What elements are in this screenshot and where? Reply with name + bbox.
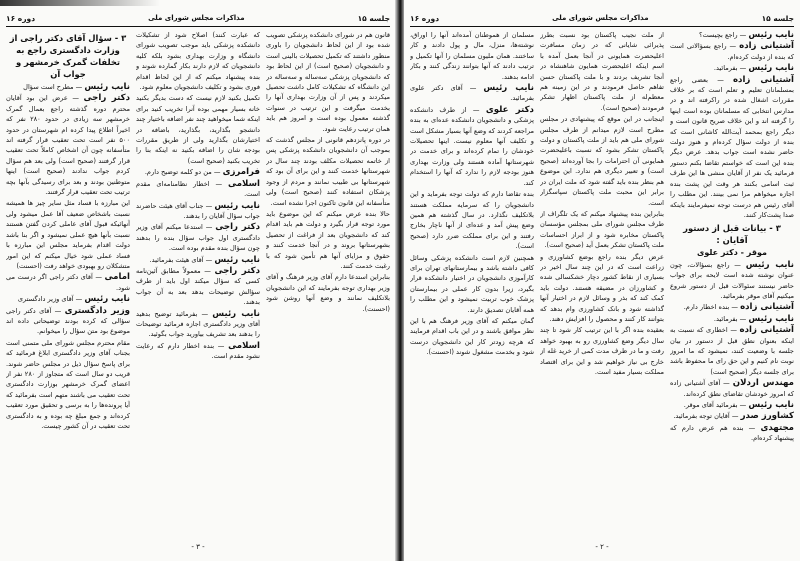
speaker-name: اسلامی	[228, 178, 260, 189]
text-column	[670, 30, 794, 535]
speaker-paragraph	[136, 255, 260, 265]
speech-text: — بفرمائید توضیح بدهید آقای وزیر دادگستری اجازه فرمائید توضیحات را بدهند بعد تشریف بیاورید جواب بگوئید.	[136, 309, 260, 339]
speech-text: — آقای دکتر راجی اگر درست می شود.	[6, 273, 130, 292]
speaker-paragraph	[136, 201, 260, 222]
speech-text: — مطرح است سؤال	[23, 83, 83, 91]
speaker-paragraph	[670, 260, 794, 302]
session-number: جلسه ۱۵	[761, 13, 794, 23]
speaker-paragraph	[670, 400, 794, 410]
speaker-name: آشتیانی زاده	[739, 41, 794, 52]
session-number: جلسه ۱۵	[357, 13, 390, 23]
speaker-paragraph	[136, 179, 260, 200]
section-heading: ۳ - بیانات قبل از دستور آقایان :	[683, 223, 781, 246]
body-paragraph: همچنین لازم است دانشکده پزشکی وسائل کافی داشته باشد و بیمارستانهای تهران برای کارآموزی دانشجویان در اختیار دانشکده قرار بگیرد، زیرا بدون کار عملی در بیمارستان پزشک خوب تربیت نمیشود و این مطلب را همه آقایان تصدیق دارند.	[410, 253, 534, 314]
speaker-name: وزیر دادگستری	[64, 305, 130, 316]
text-column	[540, 30, 664, 535]
section-heading: ۳ - سؤال آقای دکتر راجی از وزارت دادگستری راجع به تخلفات گمرک خرمشهر و جواب آن	[9, 33, 127, 79]
speaker-name: نایب رئیس	[84, 82, 130, 92]
speech-text: — بنده اخطار دارم.	[683, 303, 738, 312]
speech-text: — بفرمائید.	[713, 314, 747, 323]
body-paragraph: در دوره پانزدهم قانونی از مجلس گذشت که بموجب آن دانشجویان دانشکده پزشکی پس از خاتمه تحصیلات مکلف بودند چند سال در شهرستانها خدمت کنند و این برای آن بود که شهرستانها بی طبیب نمانند و مردم از وجود پزشکان استفاده کنند (صحیح است) ولی متأسفانه این قانون تاکنون اجرا نشده است.	[266, 136, 390, 207]
speaker-name: نایب رئیس	[745, 259, 794, 270]
speaker-paragraph	[670, 325, 794, 377]
speaker-paragraph	[670, 378, 794, 399]
body-paragraph: مسلمان از هموطنان آمده‌اند آنها را اوراق، نوشته‌ها، منزل، مال و پول دادند و کار ساختند. همان ملیون مسلمان را آنها تکمیل و ترتیب دادند که آنها بتوانند زندگی کنند و بکار ادامه بدهند.	[410, 31, 534, 81]
speaker-name: آشتیانی زاده	[732, 74, 794, 85]
speaker-paragraph	[6, 93, 130, 197]
speaker-name: دکتر راجی	[214, 265, 260, 276]
page-header	[410, 10, 794, 27]
columns	[6, 30, 390, 535]
columns	[410, 30, 794, 535]
body-paragraph: بنده تقاضا دارم که دولت توجه بفرماید و این دانشجویان را که سرمایه مملکت هستند بلاتکلیف نگذارد. در سال گذشته هم همین وضع پیش آمد و عده‌ای از آنها ناچار بخارج رفتند و این برای مملکت ضرر دارد (صحیح است).	[410, 190, 534, 251]
speaker-name: اسلامی	[228, 340, 260, 351]
speaker-name: نایب رئیس	[212, 308, 260, 319]
speaker-name: مهندس اردلان	[732, 378, 794, 389]
body-paragraph: گمان میکنم که آقای وزیر فرهنگ هم با این نظر موافق باشند و در این باب اقدام فرمایند که هرچه زودتر کار این دانشجویان درست شود و بخدمت مشغول شوند (احسنت).	[410, 316, 534, 357]
speech-text: — راجع بسؤالات، چون عنوان نوشته شده است لایحه برای جواب حاضر نیستند سئوالات قبل از دستور شروع میکنیم آقای موقر بفرمائید.	[670, 260, 794, 300]
speech-text: — آقای دکتر علوی بفرمائید.	[410, 84, 534, 103]
speech-text: — استدعا میکنم آقای وزیر دادگستری اول جواب سؤال بنده را بدهند چون سؤال بنده مقدم بوده است.	[136, 223, 260, 253]
speaker-name: نایب رئیس	[214, 254, 260, 265]
speech-text: — راجع بسؤالاتی است که بنده از دولت کرده‌ام.	[670, 42, 794, 61]
speaker-paragraph	[6, 294, 130, 304]
term-number: دوره ۱۶	[410, 13, 440, 23]
speaker-paragraph	[410, 105, 534, 188]
speaker-paragraph	[670, 314, 794, 324]
speaker-paragraph	[6, 272, 130, 293]
body-paragraph: که عبارت کنند) اصلاح شود از تشکیلات دانشکده پزشکی باید موجب تصویب شورای دانشگاه و وزارت بهداری بشود بلکه کلیه دانشجویان که لازم دارند بکار گمارده شوند و بنده پیشنهاد میکنم که از این لحاظ اقدام فوری بشود و تکلیف دانشجویان معلوم شود.	[136, 31, 260, 92]
speaker-name: دکتر علوی	[485, 104, 534, 115]
right-page	[404, 0, 800, 561]
text-column	[266, 30, 390, 535]
speaker-name: نایب رئیس	[748, 30, 794, 40]
body-paragraph: این مبارزه با فساد مثل سایر چیز ها همیشه نسبت باشخاص ضعیف آقا عمل میشود ولی آنهائیکه قبول آقای عاملی کردن گفتن هستند نسبت بآنها هیچ عملی نمیشود و اگر بنا باشد دولت اقدام بفرماید مجلس این مبارزه با فساد عملی شود خیال میکنم که این امور متشکلان رو بهبودی خواهد رفت (احسنت)	[6, 199, 130, 270]
speaker-paragraph	[136, 341, 260, 362]
speaker-name: مجتهدی	[760, 422, 794, 433]
term-number: دوره ۱۶	[6, 13, 36, 23]
body-paragraph: مقام محترم مجلس شورای ملی متمنی است بجناب آقای وزیر دادگستری ابلاغ فرمائید که برای پاسخ سؤال ذیل در مجلس حاضر شوند. قریب دو سال است که متجاوز از ۲۸۰ نفر از اعضای گمرک خرمشهر بوزارت دادگستری تحت تعقیب می باشند متهم است بفرمائید که آیا پرونده‌ها را به برسی و تحقیق مورد تعقیب کرده‌اند و جمع مبلغ چه بوده و به دادگستری تحت تعقیب در آن کشور چیست.	[6, 338, 130, 430]
speaker-name: دکتر راجی	[215, 222, 260, 233]
page-number: - ۳ -	[191, 543, 205, 551]
speaker-name: نایب رئیس	[748, 63, 794, 74]
speech-text: — آقای هیئت بفرمائید.	[149, 255, 213, 264]
body-paragraph: قانون هم در شورای دانشکده پزشکی تصویب شده بود از این لحاظ دانشجویان را باوری منظور داشتند که تکمیل تحصیلات بالینی است و دانشجویان (صحیح است) از این لحاظ بود که دانشجویان پزشکی سه‌ساله و سه‌ساله در این دانشگاه که تشکیلات کامل داشت تحصیل میکردند و پس از آن وزارت بهداری آنها را بخدمت میگرفت و این ترتیب در سنوات گذشته معمول بوده است و امروز هم باید همان ترتیب رعایت شود.	[266, 31, 390, 133]
section-subheading: موقر - دکتر علوی	[697, 248, 767, 258]
speaker-name: نایب رئیس	[748, 313, 794, 324]
speaker-name: دکتر راجی	[83, 93, 130, 104]
speech-text: — من دو کلمه توضیح دارم.	[144, 168, 221, 177]
speaker-name: فرامرزی	[222, 167, 260, 178]
speech-text: — اخطاری که نسبت به اینکه بعنوان نطق قبل از دستور در بیان جلسه با وضعیت کنند، نمیشود که ما امروز نوبت نام کنیم و این حق رای ما محفوظ باشد برای جلسه دیگر (صحیح است)	[670, 326, 794, 376]
speech-text: — بنده اخطار دارم که رعایت نشود مقدم است.	[136, 341, 260, 361]
page-number: - ۲ -	[595, 543, 609, 551]
speaker-name: نایب رئیس	[483, 83, 534, 94]
speaker-paragraph	[136, 167, 260, 177]
speaker-paragraph	[136, 309, 260, 340]
speaker-name: نایب رئیس	[214, 200, 260, 211]
speech-text: — جناب آقای هیئت حاضرند جواب سؤال آقایان را بدهند.	[136, 201, 260, 220]
text-column	[6, 30, 130, 535]
speech-text: — آقایان توجه بفرمائید.	[673, 412, 739, 421]
speaker-name: نایب رئیس	[84, 294, 130, 305]
speech-text: — از طرف دانشکده پزشکی و دانشجویان دانشکده عده‌ای به بنده مراجعه کردند که وضع آنها بسیار مشکل است و تکلیف آنها معلوم نیست. اینها تحصیلات خودشان را تمام کرده‌اند و برای خدمت در شهرستانها آماده هستند ولی وزارت بهداری هنوز بودجه لازم را ندارد که آنها را استخدام کند.	[410, 105, 534, 187]
speech-text: — بفرمائید آقای موقر.	[683, 401, 747, 409]
body-paragraph: حالا بنده عرض میکنم که این موضوع باید مورد توجه قرار بگیرد و دولت هم باید اقدام کند که دانشجویان بعد از فراغت از تحصیل بشهرستانها بروند و در آنجا خدمت کنند و حقوق و مزایای آنها هم تأمین شود که با رغبت خدمت کنند.	[266, 209, 390, 270]
speech-text: — آقای آشتیانی زاده که امروز خودشان تقاضای نطق کرده‌اند.	[670, 379, 794, 398]
speaker-paragraph	[136, 222, 260, 253]
speaker-name: آشتیانی زاده	[739, 325, 794, 336]
page-header	[6, 10, 390, 27]
speaker-name: کشاورز صدر	[740, 411, 794, 422]
text-column	[410, 30, 534, 535]
speaker-paragraph	[410, 83, 534, 104]
journal-title: مذاکرات مجلس شورای ملی	[552, 14, 649, 22]
speech-text: — راجع بچیست؟	[698, 31, 747, 39]
body-paragraph: عرض دیگر بنده راجع بوضع کشاورزی و زراعت است که در این چند سال اخیر در بسیاری از نقاط کشور دچار خشکسالی شده و کشاورزان در مضیقه هستند. دولت باید کمک کند که بذر و وسائل لازم در اختیار آنها گذاشته شود و بانک کشاورزی وام بدهد که بتوانند کار کنند و محصول را افزایش دهند.	[540, 252, 664, 323]
speech-text: — بنده هم عرض دارم که پیشنهاد کرده‌ام.	[670, 423, 794, 443]
speaker-paragraph	[670, 41, 794, 62]
speech-text: — عرض این بود آقایان محترم دوره گذشته راجع بعمال گمرک خرمشهر سه زیادی در حدود ۲۸۰ نفر که اخیراً اطلاع پیدا کرده ام شهرستان در حدود ۵۰۰ نفر است تحت تعقیب قرار گرفته اند متأسفانه چون آن اشخاص کاملاً تحت تعقیب قرار گرفتند (صحیح است) ولی بعد هم سؤال کردم جواب ندادند (صحیح است) اینها متوطنین بودند و بعد برای رسیدگی بآنها بچه ترتیب تحت تعقیب قرار گرفتند.	[6, 94, 130, 197]
speaker-paragraph	[670, 75, 794, 221]
speech-text: — آقای وزیر دادگستری	[17, 295, 83, 304]
journal-title: مذاکرات مجلس شورای ملی	[148, 14, 245, 22]
body-paragraph: بنابراین بنده پیشنهاد میکنم که یک تلگراف از طرف مجلس شورای ملی بمجلس مؤسسان پاکستان مخابره شود و از ابراز احساسات ملت پاکستان تشکر بعمل آید (صحیح است).	[540, 209, 664, 250]
speaker-paragraph	[136, 266, 260, 308]
speaker-name: آشتیانی زاده	[740, 302, 794, 313]
body-paragraph: بعقیده بنده اگر با این ترتیب کار شود تا چند سال دیگر وضع کشاورزی رو به بهبود خواهد رفت و ما در ظرف مدت کمی از خرید غله از خارج بی نیاز خواهیم شد و این برای اقتصاد مملکت بسیار مفید است.	[540, 326, 664, 376]
speech-text: — بعضی راجع بمسلمانان تعلیم و تعلم است که بر خلاف مقررات اشغال شده در راکرفته اند و در مدارس انتخابی که مسلمانان بوده است اینها را گرفته اند و این خلاف صریح قانون است و دیگر راجع بمحمد آیت‌الله کاشانی است که بنده از دولت سؤال کرده‌ام و هنوز دولت حاضر نشده است جواب بدهد. عرض دیگر بنده این است که خواستم تقاضا بکنم دستور فرمائید یک نفر از آقایان منشی ها این طرف ثبت اسامی بکنند هر وقت این پشت بنده اجازه میخواهم مرا نمی بینند. این مطلب را آقای رئیس هم درست توجه نمیفرمایند باینکه صدا پشت‌کار کنند.	[670, 75, 794, 219]
speaker-paragraph	[670, 423, 794, 444]
body-paragraph: تکمیل بکنید لازم نیست که دست بدیگر بکنید خانه بسیار مهمی بوده آنرا تخریب کنید برای اینکه شما میخواهید چند نفر اضافه باختیار چند دانشجو بگذارید، بگذارید، باضافه در اختیارشان بگذارید ولی از طریق مقررات بودجه شان را اضافه بکنید نه اینکه بنا را تخریب بکنید (صحیح است)	[136, 94, 260, 165]
speaker-name: نایب رئیس	[748, 400, 794, 410]
speaker-paragraph	[6, 82, 130, 92]
left-page	[0, 0, 396, 561]
scan-smudge	[0, 0, 160, 6]
speaker-paragraph	[670, 30, 794, 40]
speech-text: — اخطار نظامنامه‌ای مقدم است.	[136, 179, 260, 199]
body-paragraph: بنابراین استدعا دارم آقای وزیر فرهنگ و آقای وزیر بهداری توجه بفرمایند که این دانشجویان بلاتکلیف نمانند و وضع آنها روشن شود (احسنت).	[266, 273, 390, 313]
speech-text: — معمولاً مطابق آئین‌نامه کسی که سؤال میکند اول باید از طرف سؤالش توضیحات بدهد بعد به آن جواب بدهند.	[136, 266, 260, 307]
speaker-paragraph	[670, 411, 794, 421]
text-column	[136, 30, 260, 535]
speech-text: — آقای دکتر راجی سؤالی که کرده بودند توضیحاتی داده اند موضوع بود متن سؤال را میخوانم.	[6, 306, 130, 336]
body-paragraph: اینجانب در این موقع که پیشنهادی در مجلس مطرح است لازم میدانم از طرف مجلس شورای ملی هم باید از ملت پاکستان و دولت پاکستان تشکر بشود که نسبت باعلیحضرت همایونی آن احترامات را بجا آورده‌اند (صحیح است) و تعبیر دیگری هم ندارد. این موضوع هم بنظر بنده باید گفته شود که ملت ایران در برابر این محبت ملت پاکستان سپاسگزار است.	[540, 115, 664, 207]
speaker-name: امامی	[104, 272, 130, 283]
speaker-paragraph	[670, 302, 794, 312]
speech-text: — بفرمائید.	[713, 64, 747, 73]
speaker-paragraph	[6, 306, 130, 337]
speaker-paragraph	[670, 63, 794, 73]
body-paragraph: از ملت نجیب پاکستان بود نسبت بطرز پذیرائی شایانی که در زمان مسافرت اعلیحضرت همایونی در آنجا بعمل آمده با اسم اینکه اعلیحضرت همایون شاهنشاه در آنجا تشریف بردند و با ملت پاکستان حسن تفاهم حاصل فرمودند و در این زمینه هم معظم‌له از ملت پاکستان اظهار تشکر فرمودند (صحیح است).	[540, 31, 664, 112]
